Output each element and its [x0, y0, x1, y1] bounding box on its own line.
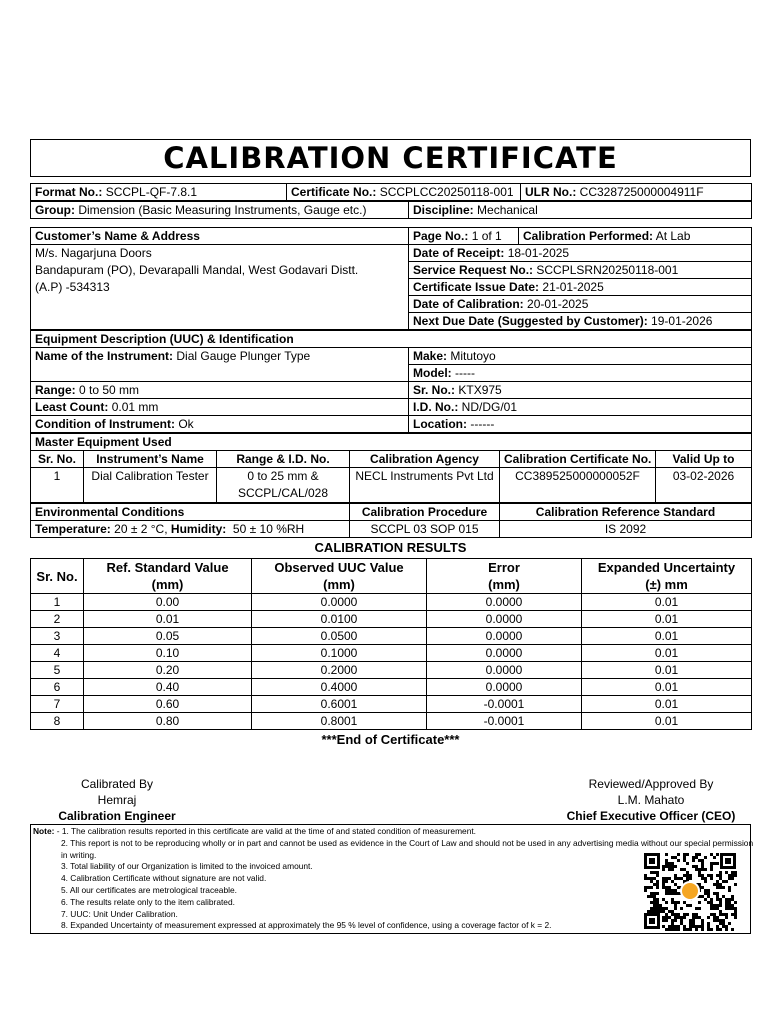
table-cell: 0.01: [84, 611, 252, 628]
table-cell: 0.80: [84, 713, 252, 730]
table-cell: 0.0000: [427, 611, 582, 628]
table-row: [31, 645, 752, 662]
notes-box: [30, 824, 754, 934]
least-count-cell: Least Count: 0.01 mm: [31, 399, 409, 416]
table-cell: 0.60: [84, 696, 252, 713]
environment-table: [30, 503, 752, 538]
procedure-value: SCCPL 03 SOP 015: [350, 521, 500, 538]
table-cell: 1: [31, 594, 84, 611]
env-values: Temperature: 20 ± 2 °C, Humidity: 50 ± 10 %RH: [31, 521, 350, 538]
model-cell: Model: -----: [409, 365, 752, 382]
results-col-error: Error (mm): [427, 559, 582, 594]
table-row: [31, 696, 752, 713]
table-cell: 7: [31, 696, 84, 713]
table-cell: -0.0001: [427, 713, 582, 730]
master-col-sr: Sr. No.: [31, 451, 84, 468]
table-cell: 0.0100: [252, 611, 427, 628]
table-cell: 0.20: [84, 662, 252, 679]
table-cell: 0.05: [84, 628, 252, 645]
master-heading: Master Equipment Used: [31, 434, 752, 451]
note-3: 3. Total liability of our Organization is limited to the invoiced amount.: [61, 861, 313, 872]
table-cell: 2: [31, 611, 84, 628]
results-title: CALIBRATION RESULTS: [314, 540, 467, 555]
customer-address: M/s. Nagarjuna Doors Bandapuram (PO), Devarapalli Mandal, West Godavari Distt. (A.P) -534313: [31, 245, 409, 330]
table-cell: 0.6001: [252, 696, 427, 713]
table-cell: 0.0500: [252, 628, 427, 645]
qr-code-icon: [642, 851, 738, 931]
table-cell: 6: [31, 679, 84, 696]
table-cell: 0.00: [84, 594, 252, 611]
page-no-cell: Page No.: 1 of 1: [409, 228, 519, 245]
table-cell: 0.0000: [427, 594, 582, 611]
page-title: CALIBRATION CERTIFICATE: [163, 141, 618, 175]
master-row: 1 Dial Calibration Tester 0 to 25 mm & SCCPL/CAL/028 NECL Instruments Pvt Ltd CC389525000000052F 03-02-2026: [31, 468, 752, 503]
note-4: 4. Calibration Certificate without signature are not valid.: [61, 873, 267, 884]
table-cell: 0.01: [582, 696, 752, 713]
table-cell: 0.0000: [427, 645, 582, 662]
ulr-cell: ULR No.: CC328725000004911F: [521, 184, 752, 201]
procedure-heading: Calibration Procedure: [350, 504, 500, 521]
performed-cell: Calibration Performed: At Lab: [519, 228, 752, 245]
results-col-ref: Ref. Standard Value (mm): [84, 559, 252, 594]
certificate-page: [30, 139, 751, 750]
table-cell: 0.01: [582, 713, 752, 730]
master-col-valid: Valid Up to: [656, 451, 752, 468]
table-row: [31, 594, 752, 611]
customer-table: [30, 227, 752, 330]
table-cell: 0.2000: [252, 662, 427, 679]
table-cell: 0.40: [84, 679, 252, 696]
location-cell: Location: ------: [409, 416, 752, 433]
note-2: 2. This report is not to be reproducing wholly or in part and cannot be used as evidence in the Court of Law and should not be used in any advertising media without our special permission in writing.: [61, 837, 754, 860]
table-cell: 0.01: [582, 594, 752, 611]
end-of-certificate: ***End of Certificate***: [321, 732, 460, 747]
group-cell: Group: Dimension (Basic Measuring Instruments, Gauge etc.): [31, 202, 409, 219]
table-cell: 0.0000: [427, 662, 582, 679]
note-8: 8. Expanded Uncertainty of measurement expressed at approximately the 95 % level of confidence, using a coverage factor of k = 2.: [61, 920, 552, 931]
table-cell: 0.01: [582, 628, 752, 645]
make-cell: Make: Mitutoyo: [409, 348, 752, 365]
note-7: 7. UUC: Unit Under Calibration.: [61, 908, 178, 919]
note-6: 6. The results relate only to the item calibrated.: [61, 896, 235, 907]
group-table: [30, 201, 752, 219]
receipt-cell: Date of Receipt: 18-01-2025: [409, 245, 752, 262]
table-cell: 0.01: [582, 611, 752, 628]
table-row: [31, 611, 752, 628]
table-cell: 0.1000: [252, 645, 427, 662]
table-cell: 0.01: [582, 662, 752, 679]
results-col-uncertainty: Expanded Uncertainty (±) mm: [582, 559, 752, 594]
equipment-heading: Equipment Description (UUC) & Identification: [31, 331, 752, 348]
approved-by: Reviewed/Approved By L.M. Mahato Chief Executive Officer (CEO): [566, 777, 736, 823]
table-cell: 0.8001: [252, 713, 427, 730]
master-col-cert: Calibration Certificate No.: [500, 451, 656, 468]
notes-label: Note:: [33, 826, 55, 836]
table-cell: 0.01: [582, 645, 752, 662]
table-cell: 4: [31, 645, 84, 662]
id-no-cell: I.D. No.: ND/DG/01: [409, 399, 752, 416]
header-table: [30, 183, 752, 201]
equipment-table: [30, 330, 752, 433]
master-table: [30, 433, 752, 503]
master-col-range: Range & I.D. No.: [217, 451, 350, 468]
table-cell: 0.10: [84, 645, 252, 662]
table-cell: 8: [31, 713, 84, 730]
title-box: [30, 139, 751, 177]
certificate-no-cell: Certificate No.: SCCPLCC20250118-001: [287, 184, 521, 201]
range-cell: Range: 0 to 50 mm: [31, 382, 409, 399]
calibration-date-cell: Date of Calibration: 20-01-2025: [409, 296, 752, 313]
sr-no-cell: Sr. No.: KTX975: [409, 382, 752, 399]
table-cell: 0.0000: [427, 628, 582, 645]
signatures: [30, 776, 751, 824]
note-5: 5. All our certificates are metrological traceable.: [61, 884, 237, 895]
condition-cell: Condition of Instrument: Ok: [31, 416, 409, 433]
reference-heading: Calibration Reference Standard: [500, 504, 752, 521]
due-date-cell: Next Due Date (Suggested by Customer): 19-01-2026: [409, 313, 752, 330]
format-cell: Format No.: SCCPL-QF-7.8.1: [31, 184, 287, 201]
reference-value: IS 2092: [500, 521, 752, 538]
table-row: [31, 679, 752, 696]
results-table: [30, 558, 752, 730]
discipline-cell: Discipline: Mechanical: [409, 202, 752, 219]
issue-date-cell: Certificate Issue Date: 21-01-2025: [409, 279, 752, 296]
table-cell: 5: [31, 662, 84, 679]
results-col-observed: Observed UUC Value (mm): [252, 559, 427, 594]
results-col-sr: Sr. No.: [31, 559, 84, 594]
srn-cell: Service Request No.: SCCPLSRN20250118-001: [409, 262, 752, 279]
note-1: - 1. The calibration results reported in this certificate are valid at the time of and stated condition of measurement.: [56, 826, 477, 836]
table-cell: 3: [31, 628, 84, 645]
env-heading: Environmental Conditions: [31, 504, 350, 521]
customer-heading: Customer’s Name & Address: [31, 228, 409, 245]
table-cell: 0.0000: [427, 679, 582, 696]
table-row: [31, 662, 752, 679]
table-cell: 0.4000: [252, 679, 427, 696]
table-cell: -0.0001: [427, 696, 582, 713]
calibrated-by: Calibrated By Hemraj Calibration Engineer: [58, 777, 176, 823]
table-row: [31, 628, 752, 645]
table-cell: 0.0000: [252, 594, 427, 611]
instrument-name-cell: Name of the Instrument: Dial Gauge Plunger Type: [31, 348, 409, 382]
table-cell: 0.01: [582, 679, 752, 696]
master-col-agency: Calibration Agency: [350, 451, 500, 468]
master-col-name: Instrument’s Name: [84, 451, 217, 468]
table-row: [31, 713, 752, 730]
